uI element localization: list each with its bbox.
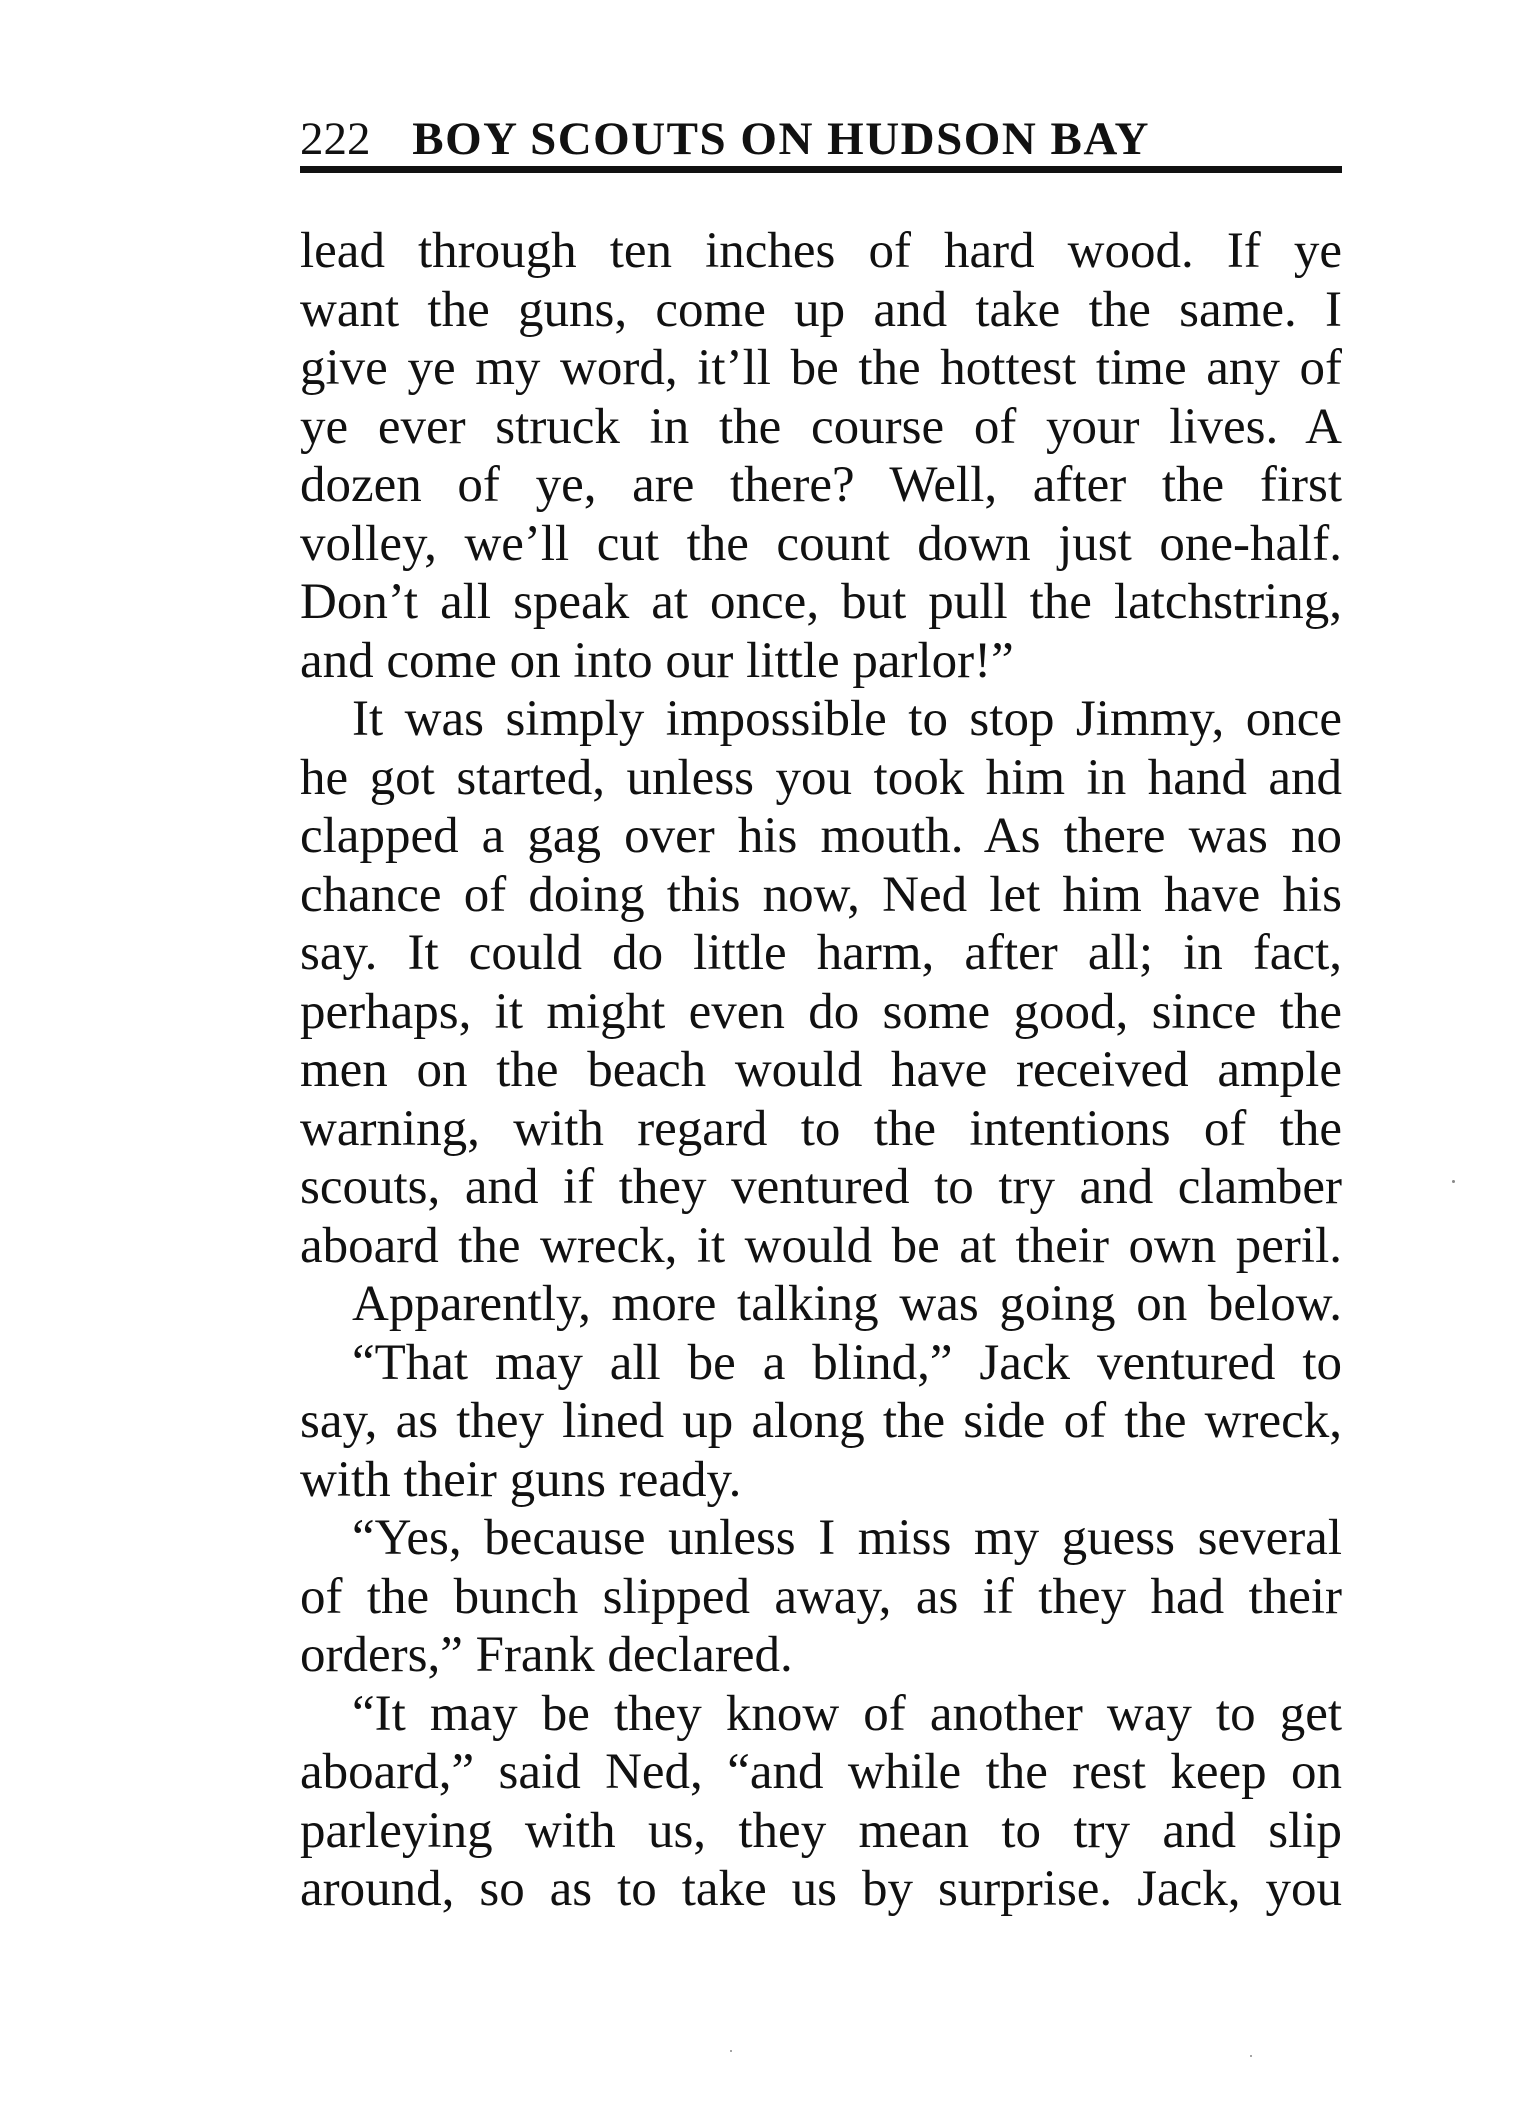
text-line: “That may all be a blind,” Jack ventured to <box>352 1334 1342 1391</box>
text-line: ye ever struck in the course of your lives. A <box>300 398 1342 455</box>
text-line: men on the beach would have received ample <box>300 1042 1342 1098</box>
running-head <box>300 110 1342 168</box>
text-line: aboard the wreck, it would be at their own peril. <box>300 1217 1342 1274</box>
text-line: say. It could do little harm, after all; in fact, <box>300 925 1342 981</box>
text-line: of the bunch slipped away, as if they had their <box>300 1568 1342 1625</box>
text-line: and come on into our little parlor!” <box>300 632 1014 689</box>
body-text <box>300 222 1342 1919</box>
text-line: aboard,” said Ned, “and while the rest keep on <box>300 1744 1342 1800</box>
running-title: BOY SCOUTS ON HUDSON BAY <box>412 113 1150 165</box>
text-line: clapped a gag over his mouth. As there was no <box>300 808 1342 864</box>
text-line: dozen of ye, are there? Well, after the first <box>300 457 1342 513</box>
text-line: say, as they lined up along the side of the wreck, <box>300 1393 1342 1449</box>
text-line: volley, we’ll cut the count down just one-half. <box>300 515 1342 572</box>
text-line: “Yes, because unless I miss my guess several <box>352 1510 1342 1566</box>
text-line: he got started, unless you took him in hand and <box>300 749 1342 806</box>
paper-speck <box>1250 2055 1252 2057</box>
text-line: parleying with us, they mean to try and slip <box>300 1802 1342 1859</box>
text-line: Apparently, more talking was going on below. <box>352 1276 1342 1332</box>
text-line: give ye my word, it’ll be the hottest time any of <box>300 340 1342 396</box>
text-line: with their guns ready. <box>300 1451 742 1508</box>
text-line: scouts, and if they ventured to try and clamber <box>300 1159 1342 1215</box>
text-line: perhaps, it might even do some good, since the <box>300 983 1342 1040</box>
page-number: 222 <box>300 113 371 165</box>
paper-speck <box>1452 1180 1455 1183</box>
text-line: It was simply impossible to stop Jimmy, once <box>352 691 1342 747</box>
text-line: “It may be they know of another way to get <box>352 1685 1342 1742</box>
text-line: chance of doing this now, Ned let him have his <box>300 866 1342 923</box>
text-line: lead through ten inches of hard wood. If ye <box>300 223 1342 279</box>
text-line: want the guns, come up and take the same. I <box>300 281 1342 338</box>
text-line: around, so as to take us by surprise. Jack, you <box>300 1861 1342 1917</box>
header-rule <box>300 166 1342 173</box>
text-line: orders,” Frank declared. <box>300 1627 793 1683</box>
text-line: warning, with regard to the intentions of the <box>300 1100 1342 1157</box>
text-line: Don’t all speak at once, but pull the latchstring, <box>300 574 1342 630</box>
paper-speck <box>730 2050 732 2052</box>
